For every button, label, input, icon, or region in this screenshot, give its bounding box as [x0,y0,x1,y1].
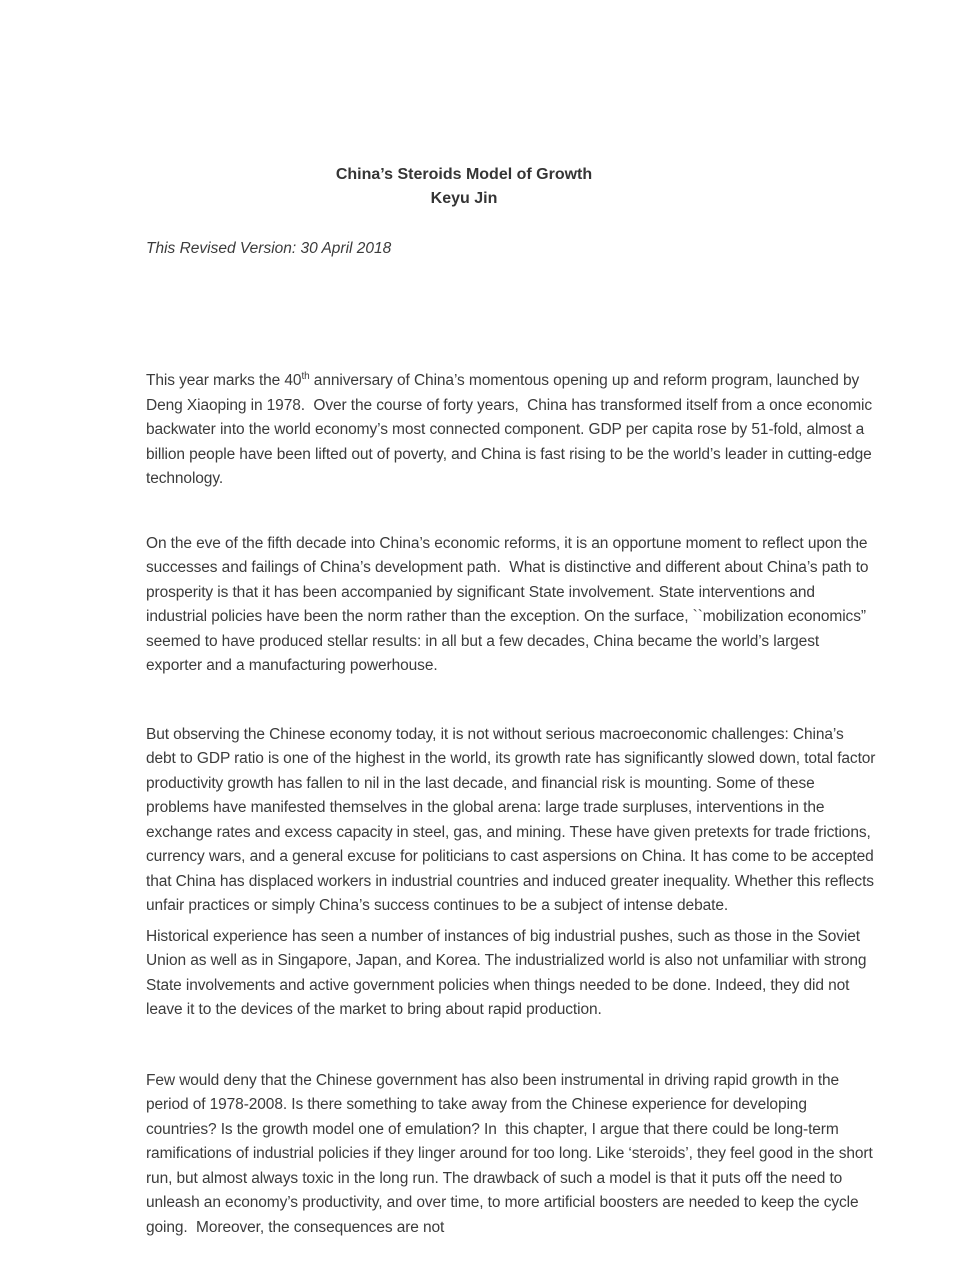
paragraph-4: Historical experience has seen a number of instances of big industrial pushes, such as those in the Soviet Union as well as in Singapore, Japan, and Korea. The industrialized world is also not unfamiliar with strong State involvements and active government policies when things needed to be done. Indeed, they did not leave it to the devices of the market to bring about rapid production. [146,927,871,1018]
page-title: China’s Steroids Model of Growth [335,166,593,183]
paragraph-3: But observing the Chinese economy today, it is not without serious macroeconomic challenges: China’s debt to GDP ratio is one of the highest in the world, its growth rate has significantly slowed down, total factor productivity growth has fallen to nil in the last decade, and financial risk is mounting. Some of these problems have manifested themselves in the global arena: large trade surpluses, interventions in the exchange rates and excess capacity in steel, gas, and mining. These have given pretexts for trade frictions, currency wars, and a general excuse for politicians to cast aspersions on China. It has come to be accepted that China has displaced workers in industrial countries and induced greater inequality. Whether this reflects unfair practices or simply China’s success continues to be a subject of intense debate. [146,725,880,914]
paragraph-1-text-pre: This year marks the 40 [146,372,302,389]
paragraph-1-text-post: anniversary of China’s momentous opening up and reform program, launched by Deng Xiaoping in 1978. Over the course of forty years, China has transformed itself from a once economic backwater into the world economy’s most connected component. GDP per capita rose by 51-fold, almost a billion people have been lifted out of poverty, and China is fast rising to be the world’s leader in cutting-edge technology. [146,372,877,487]
revision-note: This Revised Version: 30 April 2018 [146,240,392,257]
document-header [146,163,782,211]
document-content [146,0,880,1240]
paragraph-5: Few would deny that the Chinese government has also been instrumental in driving rapid growth in the period of 1978-2008. Is there something to take away from the Chinese experience for developing countries? Is the growth model one of emulation? In this chapter, I argue that there could be long-term ramifications of industrial policies if they linger around for too long. Like ‘steroids’, they feel good in the short run, but almost always toxic in the long run. The drawback of such a model is that it puts off the need to unleash an economy’s productivity, and over time, to more artificial boosters are needed to keep the cycle going. Moreover, the consequences are not [146,1071,877,1236]
ordinal-suffix: th [301,370,310,382]
author-name: Keyu Jin [430,190,498,207]
paragraph-2: On the eve of the fifth decade into China’s economic reforms, it is an opportune moment to reflect upon the successes and failings of China’s development path. What is distinctive and different about China’s path to prosperity is that it has been accompanied by significant State involvement. State interventions and industrial policies have been the norm rather than the exception. On the surface, ``mobilization economics” seemed to have produced stellar results: in all but a few decades, China became the world’s largest exporter and a manufacturing powerhouse. [146,534,873,674]
paragraph-1 [146,369,876,492]
